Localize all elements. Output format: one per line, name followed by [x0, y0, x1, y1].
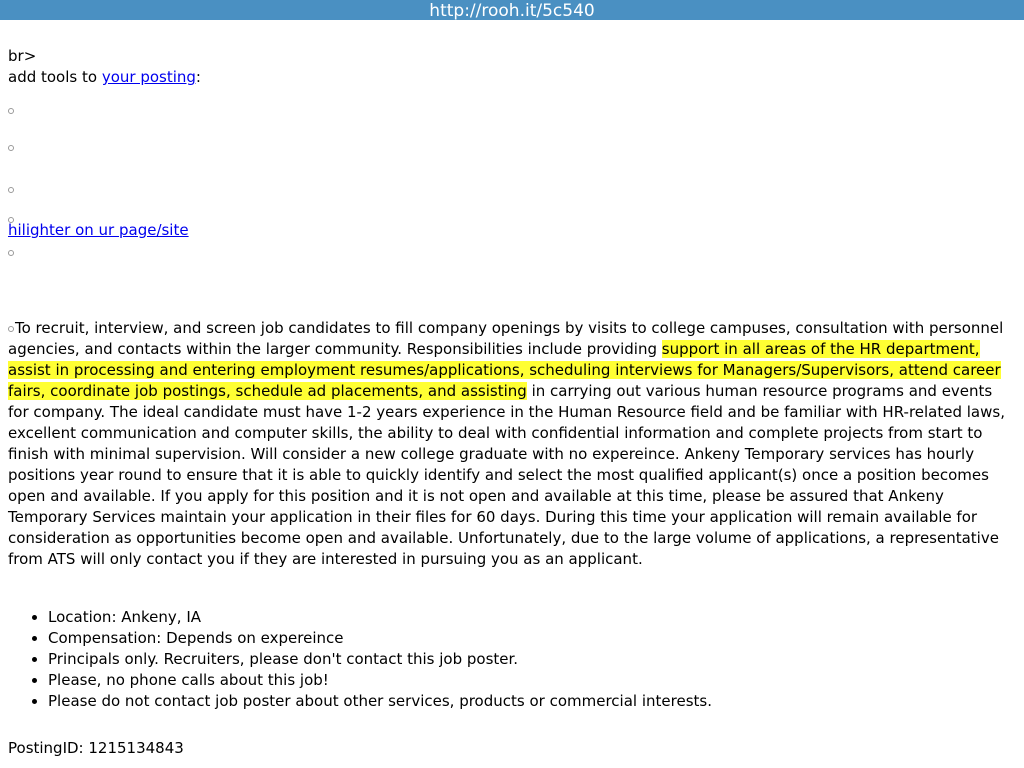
- circle-icon: [8, 187, 14, 193]
- description-part1: To recruit, interview, and screen job candidates to fill company openings by visits to college campuses, consultation with personnel agencies, and contacts within the larger community. Responsibilities include providing: [8, 319, 1004, 358]
- br-text: br>: [8, 47, 37, 65]
- description-part2: in carrying out various human resource programs and events for company. The ideal candidate must have 1-2 years experience in the Human Resource field and be familiar with HR-related laws, excellent communication and computer skills, the ability to deal with confidential information and complete projects from start to finish with minimal supervision. Will consider a new college graduate with no expereince. Ankeny Temporary services has hourly positions year round to ensure that it is able to quickly identify and select the most qualified applicant(s) once a position becomes open and available. If you apply for this position and it is not open and available at this time, please be assured that Ankeny Temporary Services maintain your application in their files for 60 days. During this time your application will remain available for consideration as opportunities become open and available. Unfortunately, due to the large volume of applications, a representative from ATS will only contact you if they are interested in pursuing you as an applicant.: [8, 382, 1005, 568]
- url-bar: [0, 0, 1024, 20]
- tool-item-3[interactable]: [8, 179, 1014, 200]
- list-item: • Please do not contact job poster about other services, products or commercial interests.: [48, 691, 1014, 712]
- posting-content: [8, 46, 1014, 759]
- list-item: • Principals only. Recruiters, please don't contact this job poster.: [48, 649, 1014, 670]
- posting-id: PostingID: 1215134843: [8, 739, 184, 757]
- hilighter-link[interactable]: hilighter on ur page/site: [8, 221, 189, 239]
- circle-icon: [8, 145, 14, 151]
- url-text: http://rooh.it/5c540: [429, 1, 595, 21]
- your-posting-link[interactable]: your posting: [101, 68, 196, 86]
- tool-item-1[interactable]: [8, 100, 1014, 121]
- tool-item-2[interactable]: [8, 137, 1014, 158]
- details-list: [8, 607, 1014, 712]
- job-description: [8, 318, 1014, 570]
- tools-prefix: add tools to: [8, 68, 102, 86]
- list-item: • Location: Ankeny, IA: [48, 607, 1014, 628]
- highlighted-text: support in all areas of the HR department, assist in processing and entering employment resumes/applications, scheduling interviews for Managers/Supervisors, attend career fairs, coordinate job postings, schedule ad placements, and assisting: [8, 340, 1001, 400]
- circle-icon: [8, 108, 14, 114]
- circle-icon: [8, 250, 14, 256]
- circle-icon: [8, 326, 14, 332]
- list-item: • Compensation: Depends on expereince: [48, 628, 1014, 649]
- list-item: • Please, no phone calls about this job!: [48, 670, 1014, 691]
- tools-suffix: :: [195, 68, 201, 86]
- tool-item-5[interactable]: [8, 242, 1014, 263]
- tools-line: [8, 67, 1014, 88]
